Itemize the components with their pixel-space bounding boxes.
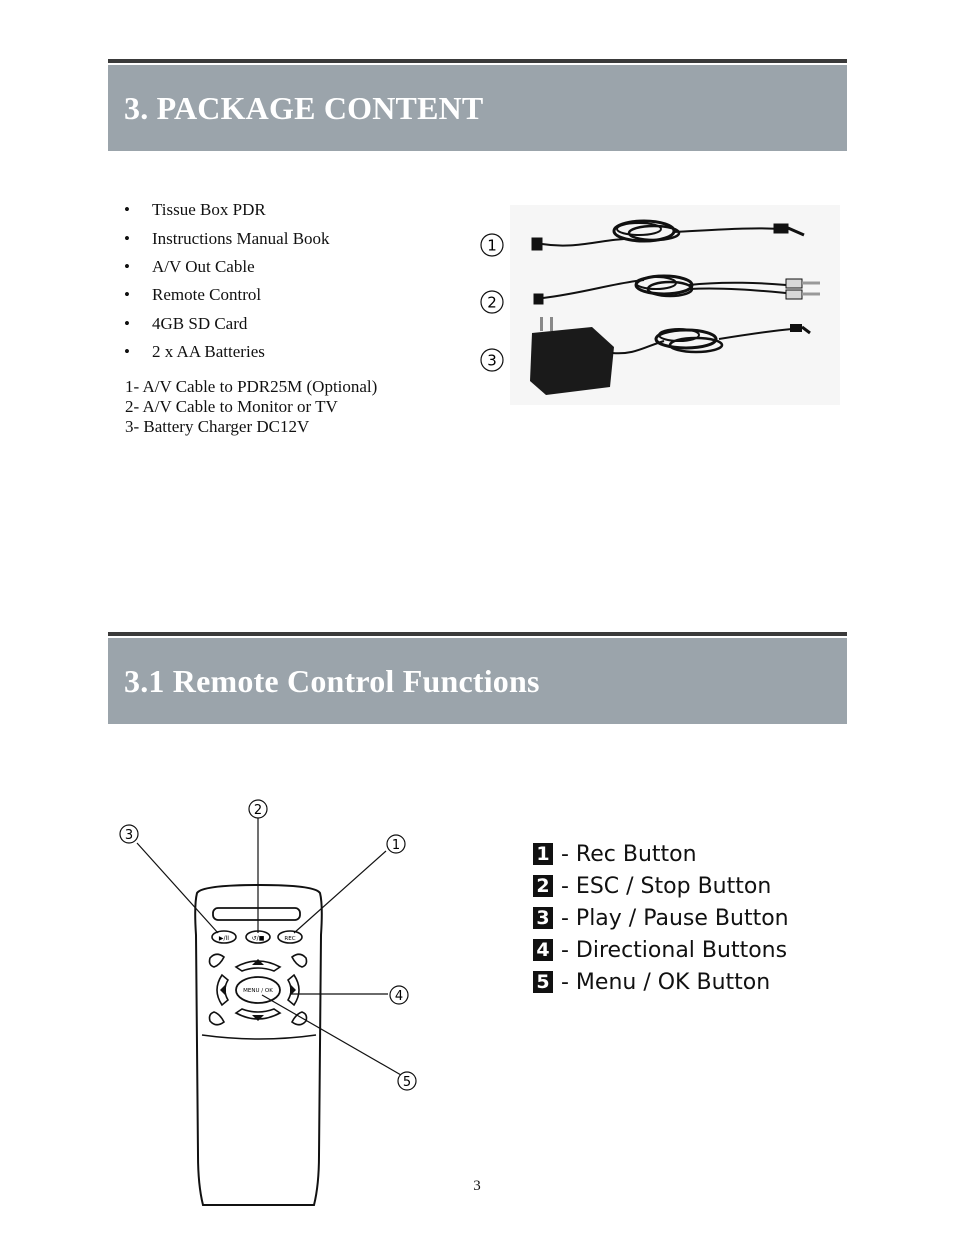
svg-text:3: 3 xyxy=(487,351,497,370)
callout-1 xyxy=(481,234,503,256)
cables-illustration xyxy=(474,205,840,405)
cable-note: 3- Battery Charger DC12V xyxy=(125,417,310,436)
legend-label: - ESC / Stop Button xyxy=(561,873,772,899)
list-item: • 4GB SD Card xyxy=(124,313,248,333)
list-item: • 2 x AA Batteries xyxy=(124,342,265,362)
legend-label: - Play / Pause Button xyxy=(561,905,789,931)
callout-3 xyxy=(481,349,503,371)
legend-label: - Rec Button xyxy=(561,841,697,867)
svg-text:2: 2 xyxy=(487,293,497,312)
svg-text:1: 1 xyxy=(391,838,401,853)
remote-callout-2 xyxy=(249,800,267,818)
list-item: • Instructions Manual Book xyxy=(124,228,330,248)
svg-text:5: 5 xyxy=(402,1075,412,1090)
remote-callout-1 xyxy=(387,835,405,853)
legend-number: 1 xyxy=(533,843,553,865)
package-content-list xyxy=(124,196,330,366)
legend-row xyxy=(533,934,789,966)
cable-note: 2- A/V Cable to Monitor or TV xyxy=(125,397,338,416)
legend-row xyxy=(533,902,789,934)
svg-text:MENU / OK: MENU / OK xyxy=(243,988,273,994)
section-header-remote xyxy=(108,638,847,724)
legend-number: 2 xyxy=(533,875,553,897)
remote-button-legend xyxy=(533,838,789,998)
legend-row xyxy=(533,870,789,902)
page-number: 3 xyxy=(473,1178,481,1194)
cable-notes xyxy=(125,377,377,437)
section-divider-remote xyxy=(108,632,847,636)
section-header-package xyxy=(108,65,847,151)
legend-label: - Directional Buttons xyxy=(561,937,788,963)
svg-text:REC: REC xyxy=(284,936,296,942)
legend-label: - Menu / OK Button xyxy=(561,969,771,995)
section-title: 3. PACKAGE CONTENT xyxy=(124,89,484,126)
legend-row xyxy=(533,838,789,870)
legend-number: 3 xyxy=(533,907,553,929)
svg-text:2: 2 xyxy=(253,803,263,818)
list-item: • A/V Out Cable xyxy=(124,256,255,276)
svg-text:3: 3 xyxy=(124,828,134,843)
remote-control-diagram xyxy=(110,795,440,1215)
callout-2 xyxy=(481,291,503,313)
svg-text:▶/II: ▶/II xyxy=(218,935,230,942)
cable-note: 1- A/V Cable to PDR25M (Optional) xyxy=(125,377,378,396)
remote-callout-5 xyxy=(398,1072,416,1090)
legend-row xyxy=(533,966,789,998)
section-divider-top xyxy=(108,59,847,63)
legend-number: 5 xyxy=(533,971,553,993)
svg-text:1: 1 xyxy=(487,236,497,255)
svg-text:4: 4 xyxy=(394,989,404,1004)
list-item: • Remote Control xyxy=(124,285,262,305)
remote-callout-3 xyxy=(120,825,138,843)
list-item: • Tissue Box PDR xyxy=(124,200,266,220)
section-title: 3.1 Remote Control Functions xyxy=(124,662,540,699)
remote-callout-4 xyxy=(390,986,408,1004)
svg-text:↺/■: ↺/■ xyxy=(251,935,265,942)
legend-number: 4 xyxy=(533,939,553,961)
